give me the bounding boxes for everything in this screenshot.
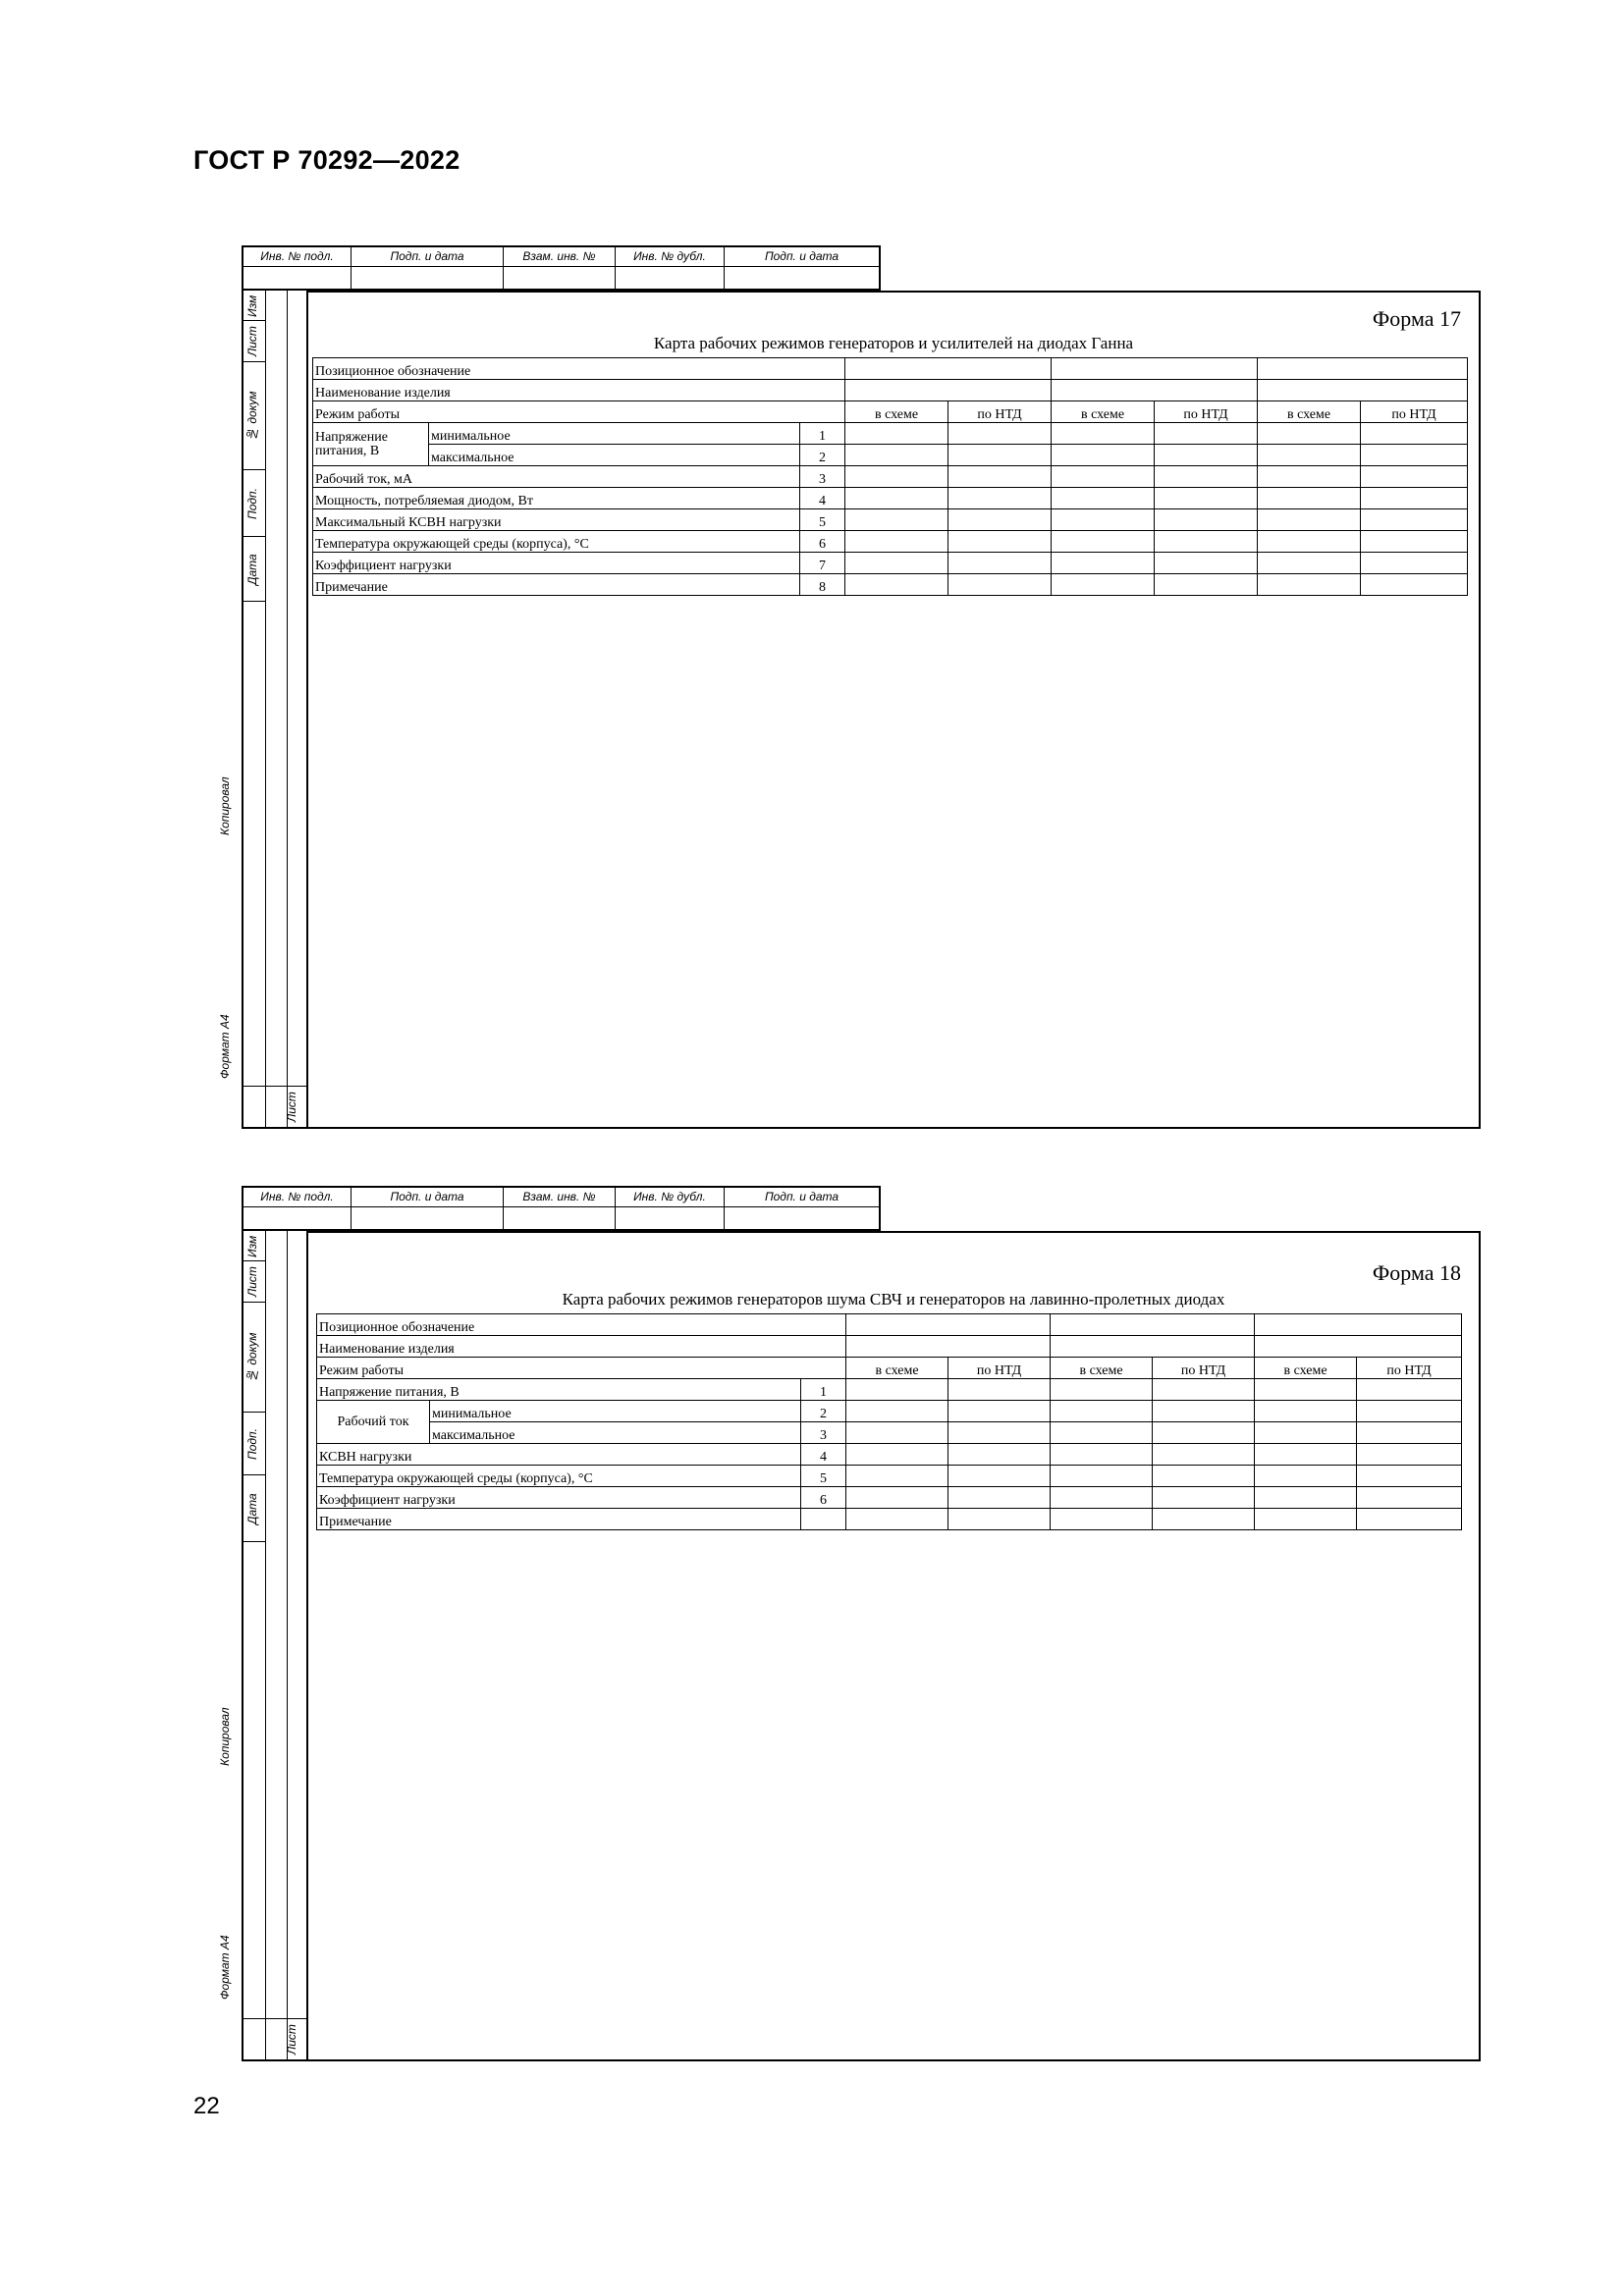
- column-header: в схеме: [1258, 401, 1361, 423]
- row-number: 4: [801, 1444, 846, 1466]
- binding-strip: [218, 291, 308, 1129]
- sheet-label: Лист: [285, 2024, 298, 2056]
- voltage-label: Напряжение питания, В: [317, 1379, 801, 1401]
- column-header: по НТД: [948, 401, 1052, 423]
- row-number: 4: [800, 488, 845, 509]
- row-label: Рабочий ток, мА: [313, 466, 800, 488]
- stamp-value: [616, 267, 725, 289]
- column-header: по НТД: [948, 1358, 1051, 1379]
- column-header: в схеме: [1051, 1358, 1153, 1379]
- table-row: [313, 380, 1468, 401]
- modes-table: [312, 357, 1468, 596]
- stamp-cell: Подп. и дата: [725, 247, 879, 267]
- side-cell: № докум: [245, 391, 259, 442]
- stamp-value: [352, 267, 504, 289]
- row-label: Коэффициент нагрузки: [313, 553, 800, 574]
- stamp-value: [352, 1207, 504, 1229]
- table-row: [317, 1487, 1462, 1509]
- form-18: [218, 1186, 1481, 2069]
- table-row: [313, 574, 1468, 596]
- voltage-max-label: максимальное: [429, 445, 800, 466]
- table-row: [313, 401, 1468, 423]
- table-row: [317, 1314, 1462, 1336]
- voltage-label: Напряжение питания, В: [313, 423, 429, 466]
- table-row: [313, 488, 1468, 509]
- column-header: по НТД: [1153, 1358, 1255, 1379]
- form-frame: [308, 291, 1481, 1129]
- table-row: [317, 1358, 1462, 1379]
- form-number: Форма 18: [1372, 1260, 1461, 1285]
- stamp-strip: [242, 245, 881, 291]
- table-row: [313, 466, 1468, 488]
- table-row: [313, 509, 1468, 531]
- column-header: по НТД: [1357, 1358, 1462, 1379]
- form-number: Форма 17: [1372, 306, 1461, 331]
- row-number: 6: [801, 1487, 846, 1509]
- row-label: Коэффициент нагрузки: [317, 1487, 801, 1509]
- row-number: 1: [800, 423, 845, 445]
- column-header: в схеме: [846, 1358, 948, 1379]
- stamp-cell: Инв. № подл.: [244, 1188, 352, 1207]
- stamp-cell: Инв. № подл.: [244, 247, 352, 267]
- table-row: [317, 1379, 1462, 1401]
- row-label: Примечание: [313, 574, 800, 596]
- stamp-value: [616, 1207, 725, 1229]
- side-cell: Изм: [245, 294, 259, 318]
- sheet-label: Лист: [285, 1092, 298, 1123]
- copied-label: Копировал: [218, 776, 232, 835]
- current-max-label: максимальное: [430, 1422, 801, 1444]
- stamp-cell: Подп. и дата: [725, 1188, 879, 1207]
- stamp-strip: [242, 1186, 881, 1231]
- form-frame: [308, 1231, 1481, 2061]
- table-row: [317, 1509, 1462, 1530]
- mode-label: Режим работы: [313, 401, 845, 423]
- table-row: [313, 553, 1468, 574]
- row-label: Температура окружающей среды (корпуса), °С: [317, 1466, 801, 1487]
- side-cell: Дата: [245, 1493, 259, 1524]
- side-cell: Лист: [245, 1266, 259, 1298]
- column-header: в схеме: [845, 401, 948, 423]
- row-label: КСВН нагрузки: [317, 1444, 801, 1466]
- table-row: [317, 1444, 1462, 1466]
- side-cell: Подп.: [245, 488, 259, 519]
- stamp-cell: Инв. № дубл.: [616, 247, 725, 267]
- stamp-value: [244, 1207, 352, 1229]
- stamp-cell: Подп. и дата: [352, 1188, 504, 1207]
- column-header: по НТД: [1361, 401, 1468, 423]
- stamp-value: [244, 267, 352, 289]
- row-label: Максимальный КСВН нагрузки: [313, 509, 800, 531]
- row-number: 2: [800, 445, 845, 466]
- stamp-value: [504, 1207, 616, 1229]
- format-label: Формат А4: [218, 1014, 232, 1079]
- table-row: [313, 445, 1468, 466]
- column-header: в схеме: [1052, 401, 1155, 423]
- row-number: 3: [800, 466, 845, 488]
- row-number: 5: [801, 1466, 846, 1487]
- form-17: [218, 245, 1481, 1129]
- stamp-cell: Взам. инв. №: [504, 1188, 616, 1207]
- row-number: 5: [800, 509, 845, 531]
- table-row: [313, 358, 1468, 380]
- row-number: 3: [801, 1422, 846, 1444]
- name-label: Наименование изделия: [317, 1336, 846, 1358]
- form-title: Карта рабочих режимов генераторов шума СВЧ и генераторов на лавинно-пролетных диодах: [562, 1290, 1225, 1308]
- side-cell: Дата: [245, 554, 259, 585]
- side-cell: Подп.: [245, 1428, 259, 1460]
- stamp-cell: Инв. № дубл.: [616, 1188, 725, 1207]
- row-number: 7: [800, 553, 845, 574]
- stamp-value: [725, 267, 879, 289]
- modes-table: [316, 1313, 1462, 1530]
- format-label: Формат А4: [218, 1935, 232, 2000]
- document-header: ГОСТ Р 70292—2022: [193, 145, 460, 175]
- row-label: Примечание: [317, 1509, 801, 1530]
- position-label: Позиционное обозначение: [313, 358, 845, 380]
- row-number: 1: [801, 1379, 846, 1401]
- table-row: [317, 1336, 1462, 1358]
- stamp-value: [725, 1207, 879, 1229]
- binding-strip: [218, 1231, 308, 2061]
- form-title: Карта рабочих режимов генераторов и усилителей на диодах Ганна: [653, 334, 1134, 352]
- table-row: [317, 1401, 1462, 1422]
- position-label: Позиционное обозначение: [317, 1314, 846, 1336]
- row-label: Температура окружающей среды (корпуса), °С: [313, 531, 800, 553]
- row-number: 2: [801, 1401, 846, 1422]
- stamp-value: [504, 267, 616, 289]
- column-header: по НТД: [1155, 401, 1258, 423]
- side-cell: Изм: [245, 1235, 259, 1258]
- row-label: Мощность, потребляемая диодом, Вт: [313, 488, 800, 509]
- table-row: [313, 423, 1468, 445]
- row-number: 8: [800, 574, 845, 596]
- side-cell: № докум: [245, 1332, 259, 1383]
- table-row: [313, 531, 1468, 553]
- current-min-label: минимальное: [430, 1401, 801, 1422]
- mode-label: Режим работы: [317, 1358, 846, 1379]
- page-number: 22: [193, 2093, 220, 2119]
- current-label: Рабочий ток: [317, 1401, 430, 1444]
- table-row: [317, 1422, 1462, 1444]
- side-cell: Лист: [245, 326, 259, 357]
- stamp-cell: Взам. инв. №: [504, 247, 616, 267]
- row-number: [801, 1509, 846, 1530]
- stamp-cell: Подп. и дата: [352, 247, 504, 267]
- table-row: [317, 1466, 1462, 1487]
- voltage-min-label: минимальное: [429, 423, 800, 445]
- name-label: Наименование изделия: [313, 380, 845, 401]
- row-number: 6: [800, 531, 845, 553]
- copied-label: Копировал: [218, 1707, 232, 1766]
- column-header: в схеме: [1255, 1358, 1357, 1379]
